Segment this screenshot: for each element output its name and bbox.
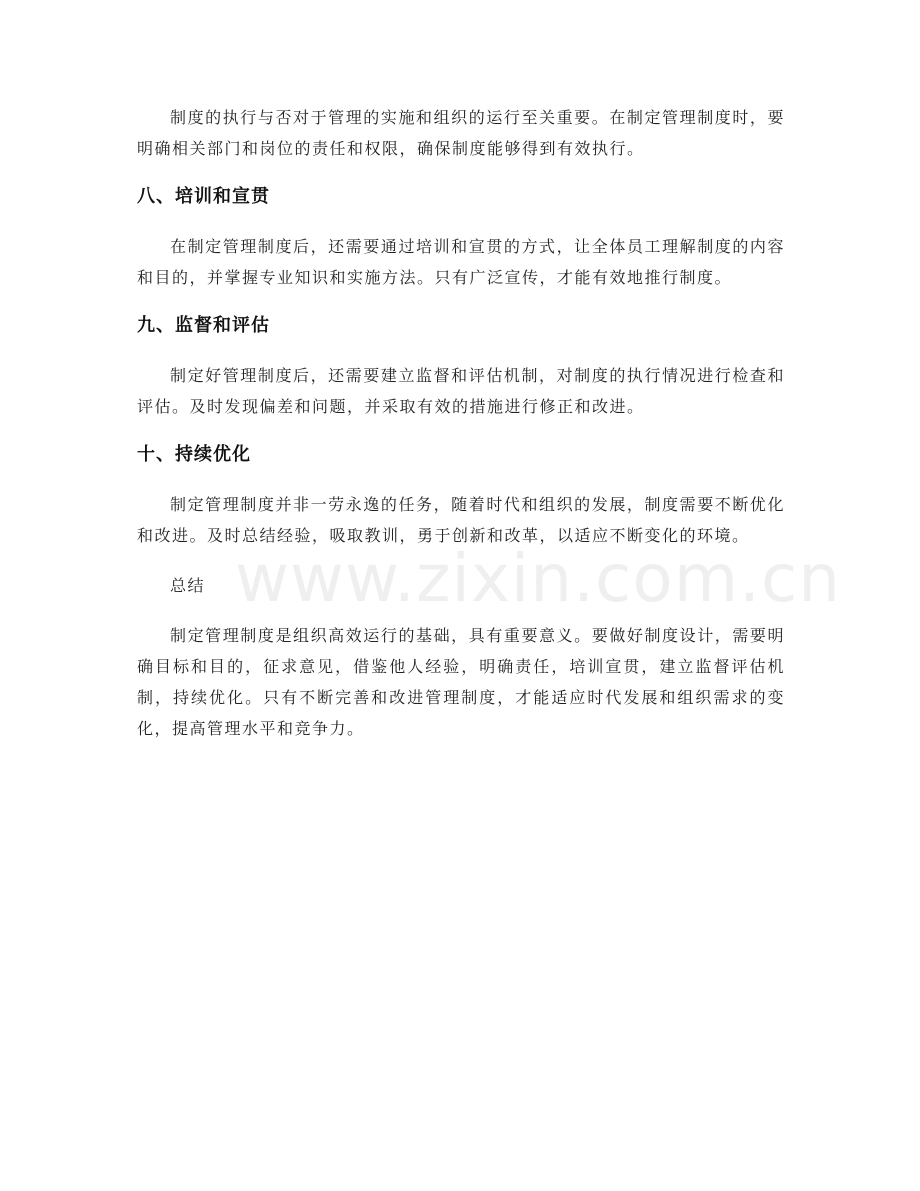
section-body-optimization: 制定管理制度并非一劳永逸的任务，随着时代和组织的发展，制度需要不断优化和改进。及时总结经验，吸取教训，勇于创新和改革，以适应不断变化的环境。 <box>137 495 785 545</box>
document-content <box>137 102 785 744</box>
section-heading-supervision: 九、监督和评估 <box>137 315 270 336</box>
summary-paragraph: 制定管理制度是组织高效运行的基础，具有重要意义。要做好制度设计，需要明确目标和目的，征求意见，借鉴他人经验，明确责任，培训宣贯，建立监督评估机制，持续优化。只有不断完善和改进管理制度，才能适应时代发展和组织需求的变化，提高管理水平和竞争力。 <box>137 626 785 738</box>
summary-label: 总结 <box>170 576 206 595</box>
section-body-supervision: 制定好管理制度后，还需要建立监督和评估机制，对制度的执行情况进行检查和评估。及时发现偏差和问题，并采取有效的措施进行修正和改进。 <box>137 366 785 416</box>
intro-paragraph: 制度的执行与否对于管理的实施和组织的运行至关重要。在制定管理制度时，要明确相关部门和岗位的责任和权限，确保制度能够得到有效执行。 <box>137 108 785 158</box>
watermark-text: www.zixin.com.cn <box>235 540 842 617</box>
section-heading-optimization: 十、持续优化 <box>137 444 251 465</box>
section-heading-training: 八、培训和宣贯 <box>137 186 270 207</box>
section-body-training: 在制定管理制度后，还需要通过培训和宣贯的方式，让全体员工理解制度的内容和目的，并掌握专业知识和实施方法。只有广泛宣传，才能有效地推行制度。 <box>137 237 785 287</box>
